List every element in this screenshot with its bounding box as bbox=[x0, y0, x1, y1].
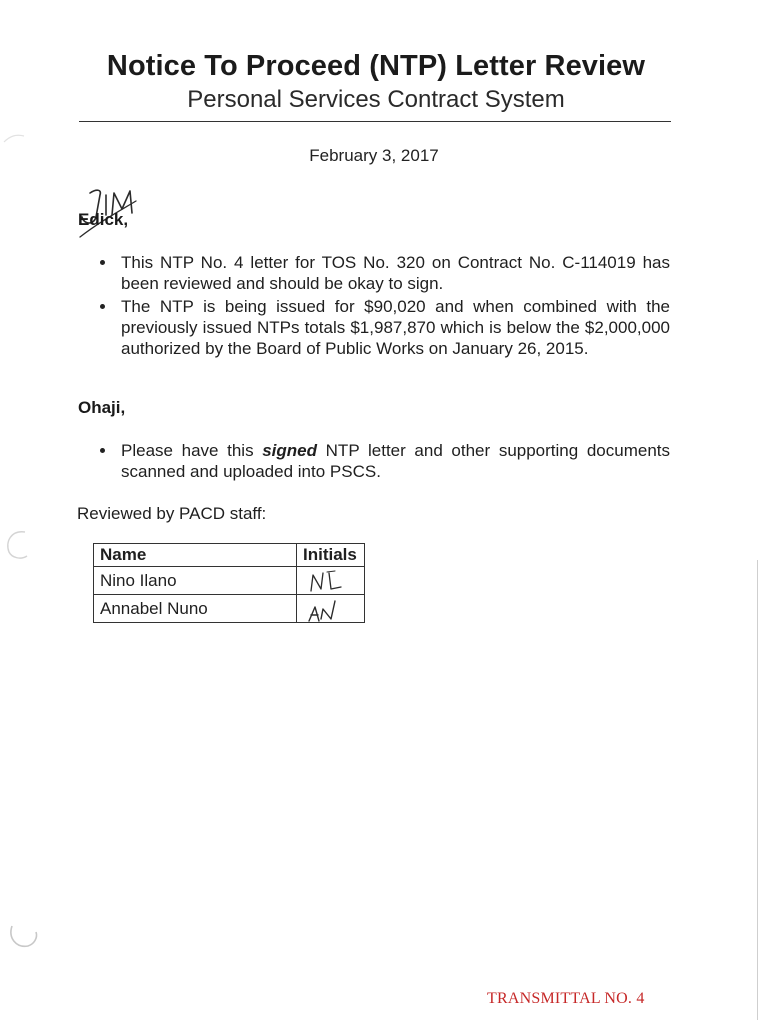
punch-hole-mark bbox=[6, 918, 40, 952]
page-edge-line bbox=[757, 560, 758, 1020]
reviewed-by-label: Reviewed by PACD staff: bbox=[77, 504, 267, 523]
instruction-text-before: Please have this bbox=[121, 441, 263, 460]
scan-smudge-mark bbox=[2, 130, 26, 146]
handwritten-initials-an bbox=[305, 597, 349, 623]
staff-name: Annabel Nuno bbox=[94, 595, 297, 623]
list-item: The NTP is being issued for $90,020 and when combined with the previously issued NTPs totals $1,987,870 which is below the $2,000,000 authorized by the Board of Public Works on January 26, 2015. bbox=[78, 296, 670, 359]
header-divider bbox=[79, 121, 671, 122]
staff-initials-signature bbox=[297, 595, 365, 623]
staff-initials-signature bbox=[297, 567, 365, 595]
greeting-edick: Edick, bbox=[78, 210, 129, 229]
transmittal-stamp: TRANSMITTAL NO. 4 bbox=[487, 990, 645, 1007]
column-header-initials: Initials bbox=[297, 544, 365, 567]
handwritten-initials-ni bbox=[305, 569, 349, 593]
greeting-ohaji: Ohaji, bbox=[78, 398, 126, 417]
table-header-row bbox=[94, 544, 365, 567]
table-row bbox=[94, 567, 365, 595]
staff-review-table bbox=[93, 543, 365, 623]
document-subtitle: Personal Services Contract System bbox=[187, 86, 565, 113]
list-item: This NTP No. 4 letter for TOS No. 320 on Contract No. C-114019 has been reviewed and should be okay to sign. bbox=[78, 252, 670, 294]
list-item bbox=[78, 440, 670, 482]
staff-name: Nino Ilano bbox=[94, 567, 297, 595]
punch-hole-mark bbox=[3, 528, 33, 562]
table-row bbox=[94, 595, 365, 623]
instruction-text-after: NTP letter and other supporting documents scanned and uploaded into PSCS. bbox=[121, 441, 670, 481]
letter-date: February 3, 2017 bbox=[309, 146, 439, 165]
instruction-emphasis: signed bbox=[262, 441, 318, 460]
column-header-name: Name bbox=[94, 544, 297, 567]
document-title: Notice To Proceed (NTP) Letter Review bbox=[106, 50, 646, 82]
review-notes-list bbox=[78, 252, 670, 361]
instructions-list bbox=[78, 440, 670, 484]
